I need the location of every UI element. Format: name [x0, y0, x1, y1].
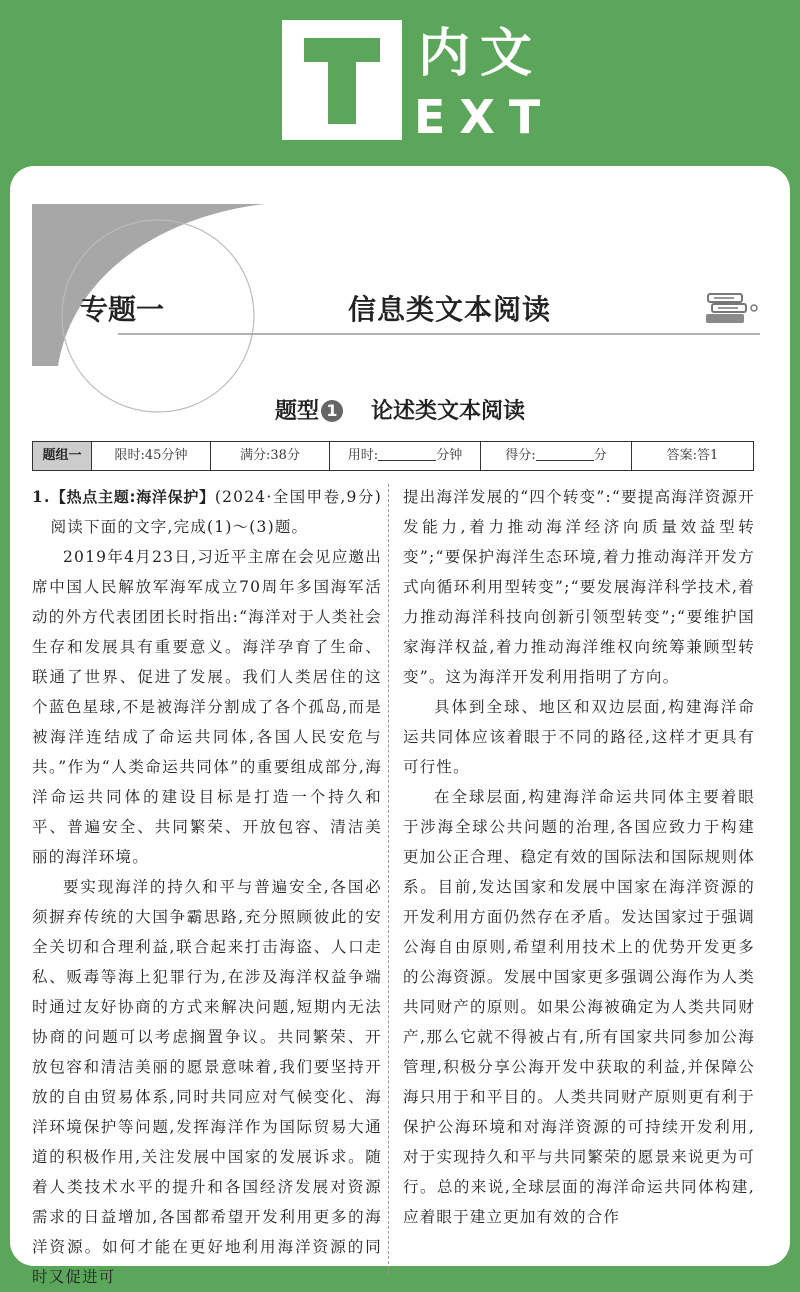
left-column: [32, 482, 382, 1292]
score-unit: 分: [593, 448, 607, 463]
topic-label: 专题一: [80, 293, 165, 326]
score-blank[interactable]: [536, 444, 594, 461]
document-page: [10, 166, 790, 1286]
group-label: 题组一: [33, 442, 92, 470]
right-column: [403, 482, 755, 1232]
logo-t-icon: [282, 20, 402, 140]
time-used-label: 用时:: [347, 448, 379, 463]
full-score: 满分:38分: [211, 442, 330, 470]
time-limit: 限时:45分钟: [92, 442, 211, 470]
question-type-heading: [10, 394, 790, 425]
passage-paragraph: 2019年4月23日,习近平主席在会见应邀出席中国人民解放军海军成立70周年多国海军活动的外方代表团团长时指出:“海洋对于人类社会生存和发展具有重要意义。海洋孕育了生命、联通了世界、促进了发展。我们人类居住的这个蓝色星球,不是被海洋分割成了各个孤岛,而是被海洋连结成了命运共同体,各国人民安危与共。”作为“人类命运共同体”的重要组成部分,海洋命运共同体的建设目标是打造一个持久和平、普遍安全、共同繁荣、开放包容、清洁美丽的海洋环境。: [32, 548, 382, 866]
column-divider: [388, 484, 389, 1274]
header-title-cn: 内文: [418, 24, 543, 84]
time-used-blank[interactable]: [378, 444, 436, 461]
question-stem: [32, 482, 382, 542]
question-tag: 【热点主题:海洋保护】: [50, 488, 215, 506]
time-used-field[interactable]: [330, 442, 481, 470]
type-title: 论述类文本阅读: [371, 398, 526, 424]
passage-paragraph: 提出海洋发展的“四个转变”:“要提高海洋资源开发能力,着力推动海洋经济向质量效益型转变”;“要保护海洋生态环境,着力推动海洋开发方式向循环利用型转变”;“要发展海洋科学技术,着力推动海洋科技向创新引领型转变”;“要维护国家海洋权益,着力推动海洋维权向统筹兼顾型转变”。这为海洋开发利用指明了方向。: [403, 488, 755, 686]
exercise-info-bar: [32, 441, 754, 471]
time-used-unit: 分钟: [436, 448, 463, 463]
score-label: 得分:: [505, 448, 536, 463]
logo-badge: [282, 20, 402, 140]
score-field[interactable]: [481, 442, 632, 470]
passage-paragraph: 具体到全球、地区和双边层面,构建海洋命运共同体应该着眼于不同的路径,这样才更具有可行性。: [403, 698, 755, 776]
passage-paragraph: 在全球层面,构建海洋命运共同体主要着眼于涉海全球公共问题的治理,各国应致力于构建更加公正合理、稳定有效的国际法和国际规则体系。目前,发达国家和发展中国家在海洋资源的开发利用方面仍然存在矛盾。发达国家过于强调公海自由原则,希望利用技术上的优势开发更多的公海资源。发展中国家更多强调公海作为人类共同财产的原则。如果公海被确定为人类共同财产,那么它就不得被占有,所有国家共同参加公海管理,积极分享公海开发中获取的利益,并保障公海只用于和平目的。人类共同财产原则更有利于保护公海环境和对海洋资源的可持续开发利用,对于实现持久和平与共同繁荣的愿景来说更为可行。总的来说,全球层面的海洋命运共同体构建,应着眼于建立更加有效的合作: [403, 788, 755, 1226]
type-number-badge: 1: [321, 400, 343, 422]
header-title-en: EXT: [414, 90, 555, 144]
type-prefix: 题型: [274, 398, 319, 424]
book-stack-icon: [704, 288, 760, 332]
decorative-swoosh: [10, 166, 790, 406]
topic-title: 信息类文本阅读: [348, 293, 552, 326]
question-number: 1.: [32, 487, 51, 506]
answer-reference: 答案:答1: [666, 448, 719, 463]
question-intro: (2024·全国甲卷,9分)阅读下面的文字,完成(1)～(3)题。: [50, 488, 383, 536]
passage-paragraph: 要实现海洋的持久和平与普遍安全,各国必须摒弃传统的大国争霸思路,充分照顾彼此的安全关切和合理利益,联合起来打击海盗、人口走私、贩毒等海上犯罪行为,在涉及海洋权益争端时通过友好协商的方式来解决问题,短期内无法协商的问题可以考虑搁置争议。共同繁荣、开放包容和清洁美丽的愿景意味着,我们要坚持开放的自由贸易体系,同时共同应对气候变化、海洋环境保护等问题,发挥海洋作为国际贸易大通道的积极作用,关注发展中国家的发展诉求。随着人类技术水平的提升和各国经济发展对资源需求的日益增加,各国都希望开发利用更多的海洋资源。如何才能在更好地利用海洋资源的同时又促进可: [32, 878, 382, 1286]
